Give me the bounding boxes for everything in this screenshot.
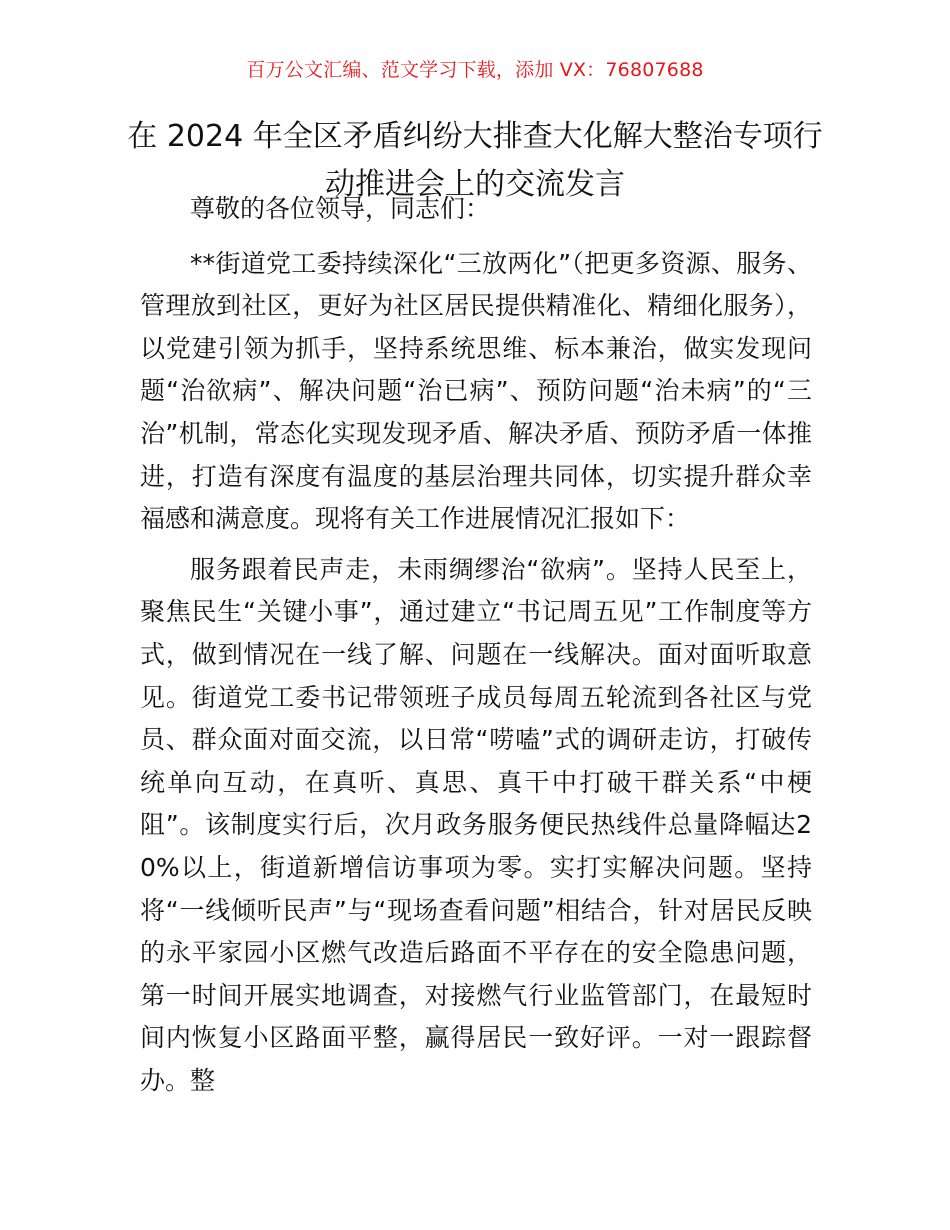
document-body (140, 188, 812, 1110)
salutation: 尊敬的各位领导，同志们： (190, 194, 491, 223)
header-banner: 百万公文汇编、范文学习下载，添加 VX：76807688 (246, 59, 704, 81)
page-title: 在 2024 年全区矛盾纠纷大排查大化解大整治专项行动推进会上的交流发言 (127, 119, 823, 202)
paragraph-service: 服务跟着民声走，未雨绸缪治“欲病”。坚持人民至上，聚焦民生“关键小事”，通过建立“书记周五见”工作制度等方式，做到情况在一线了解、问题在一线解决。面对面听取意见。街道党工委书记带领班子成员每周五轮流到各社区与党员、群众面对面交流，以日常“唠嗑”式的调研走访，打破传统单向互动，在真听、真思、真干中打破干群关系“中梗阻”。该制度实行后，次月政务服务便民热线件总量降幅达20%以上，街道新增信访事项为零。实打实解决问题。坚持将“一线倾听民声”与“现场查看问题”相结合，针对居民反映的永平家园小区燃气改造后路面不平存在的安全隐患问题，第一时间开展实地调查，对接燃气行业监管部门，在最短时间内恢复小区路面平整，赢得居民一致好评。一对一跟踪督办。整 (140, 554, 812, 1095)
paragraph-intro: **街道党工委持续深化“三放两化”（把更多资源、服务、管理放到社区，更好为社区居民提供精准化、精细化服务），以党建引领为抓手，坚持系统思维、标本兼治，做实发现问题“治欲病”、解决问题“治已病”、预防问题“治未病”的“三治”机制，常态化实现发现矛盾、解决矛盾、预防矛盾一体推进，打造有深度有温度的基层治理共同体，切实提升群众幸福感和满意度。现将有关工作进展情况汇报如下： (140, 248, 812, 534)
